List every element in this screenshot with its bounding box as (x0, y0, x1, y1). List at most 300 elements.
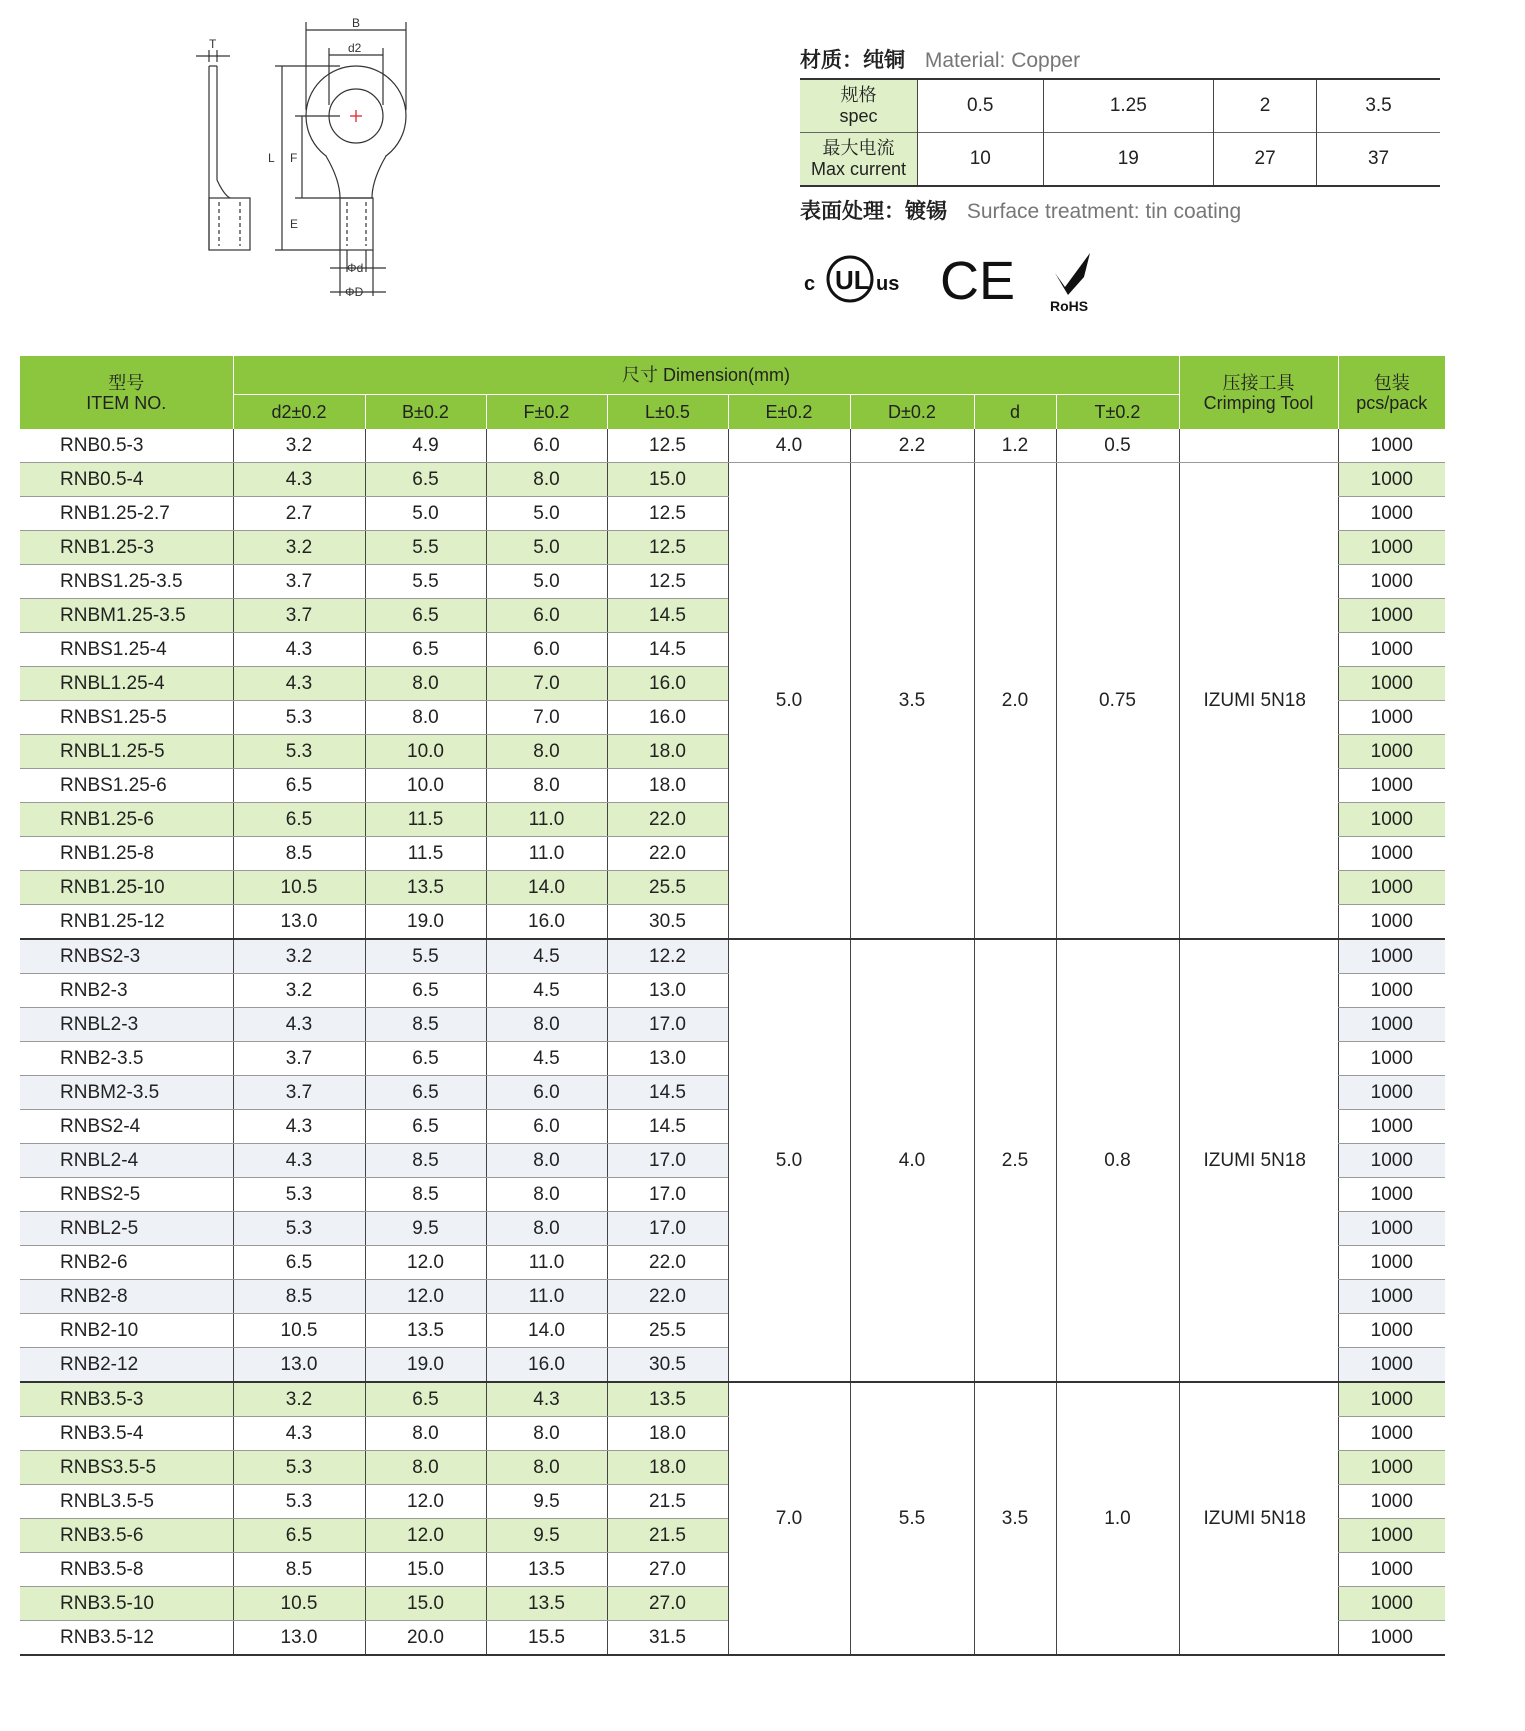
cell-f: 8.0 (486, 1212, 607, 1246)
cell-b: 12.0 (365, 1280, 486, 1314)
cell-d-small-merged: 2.0 (974, 463, 1056, 940)
cell-item: RNBS2-4 (20, 1110, 233, 1144)
cell-f: 15.5 (486, 1621, 607, 1656)
cell-d2: 4.3 (233, 1417, 365, 1451)
cell-l: 16.0 (607, 701, 728, 735)
cell-f: 16.0 (486, 1348, 607, 1383)
cell-d2: 5.3 (233, 735, 365, 769)
spec-row (800, 79, 1440, 133)
cell-d2: 5.3 (233, 1451, 365, 1485)
cell-e-merged: 5.0 (728, 463, 850, 940)
cell-f: 11.0 (486, 803, 607, 837)
cell-l: 17.0 (607, 1212, 728, 1246)
cell-item: RNBL1.25-5 (20, 735, 233, 769)
cell-d2: 3.7 (233, 599, 365, 633)
cell-pack: 1000 (1338, 497, 1445, 531)
cell-b: 9.5 (365, 1212, 486, 1246)
cell-tool-merged: IZUMI 5N18 (1179, 1382, 1338, 1655)
spec-area (800, 44, 1440, 313)
cell-l: 13.5 (607, 1382, 728, 1417)
cell-f: 14.0 (486, 1314, 607, 1348)
cell-l: 12.5 (607, 497, 728, 531)
cell-tool-merged: IZUMI 5N18 (1179, 463, 1338, 940)
cell-d2: 4.3 (233, 667, 365, 701)
cell-item: RNB2-3.5 (20, 1042, 233, 1076)
cell-f: 7.0 (486, 667, 607, 701)
cell-f: 8.0 (486, 735, 607, 769)
header-tool-en: Crimping Tool (1203, 392, 1314, 413)
cell-item: RNBL2-4 (20, 1144, 233, 1178)
table-row (20, 463, 1445, 497)
cell-item: RNB1.25-6 (20, 803, 233, 837)
cell-d2: 3.2 (233, 1382, 365, 1417)
cell-d2: 4.3 (233, 463, 365, 497)
cell-item: RNBS1.25-6 (20, 769, 233, 803)
cell-b: 12.0 (365, 1519, 486, 1553)
dim-label-phi-d-large: ΦD (345, 285, 364, 299)
cell-d-large-merged: 4.0 (850, 939, 974, 1382)
cell-b: 15.0 (365, 1587, 486, 1621)
cell-l: 12.5 (607, 531, 728, 565)
max-current-value: 27 (1214, 133, 1317, 187)
spec-value: 0.5 (918, 79, 1044, 133)
cell-f: 8.0 (486, 1008, 607, 1042)
cell-d2: 3.2 (233, 939, 365, 974)
cell-item: RNB1.25-3 (20, 531, 233, 565)
cell-d2: 10.5 (233, 1314, 365, 1348)
cell-l: 18.0 (607, 1451, 728, 1485)
header-dimension: 尺寸 Dimension(mm) (233, 356, 1179, 394)
cell-f: 6.0 (486, 429, 607, 463)
cell-l: 17.0 (607, 1008, 728, 1042)
header-col-t: T±0.2 (1056, 394, 1179, 429)
ul-c-text: c (804, 273, 816, 295)
cell-b: 11.5 (365, 837, 486, 871)
cell-b: 4.9 (365, 429, 486, 463)
surface-line (800, 195, 1440, 229)
cell-d2: 6.5 (233, 1246, 365, 1280)
cell-t: 0.5 (1056, 429, 1179, 463)
cell-l: 31.5 (607, 1621, 728, 1656)
cell-d2: 2.7 (233, 497, 365, 531)
cell-d2: 13.0 (233, 1348, 365, 1383)
dim-label-b: B (352, 16, 361, 30)
cell-b: 10.0 (365, 769, 486, 803)
cell-item: RNB0.5-4 (20, 463, 233, 497)
cell-f: 16.0 (486, 905, 607, 940)
header-col-d2: d2±0.2 (233, 394, 365, 429)
cell-pack: 1000 (1338, 871, 1445, 905)
cell-pack: 1000 (1338, 1178, 1445, 1212)
cell-pack: 1000 (1338, 1280, 1445, 1314)
max-current-value: 10 (918, 133, 1044, 187)
cell-l: 21.5 (607, 1485, 728, 1519)
ring-terminal-drawing (190, 10, 460, 310)
cell-f: 9.5 (486, 1519, 607, 1553)
cell-pack: 1000 (1338, 1008, 1445, 1042)
cell-d2: 3.2 (233, 974, 365, 1008)
cell-b: 12.0 (365, 1485, 486, 1519)
cell-b: 6.5 (365, 1382, 486, 1417)
header-col-d-small: d (974, 394, 1056, 429)
cell-d2: 6.5 (233, 803, 365, 837)
cell-d2: 4.3 (233, 1008, 365, 1042)
product-table (20, 356, 1445, 1656)
cell-item: RNB2-10 (20, 1314, 233, 1348)
cell-l: 12.5 (607, 565, 728, 599)
cell-d2: 3.2 (233, 429, 365, 463)
cell-d-large: 2.2 (850, 429, 974, 463)
cell-item: RNBS1.25-3.5 (20, 565, 233, 599)
table-row (20, 939, 1445, 974)
header-col-b: B±0.2 (365, 394, 486, 429)
header-col-d-large: D±0.2 (850, 394, 974, 429)
cell-l: 22.0 (607, 1246, 728, 1280)
cert-logos-svg (800, 243, 1130, 313)
cell-d2: 5.3 (233, 1178, 365, 1212)
cell-item: RNBL1.25-4 (20, 667, 233, 701)
cell-e: 4.0 (728, 429, 850, 463)
cell-item: RNB1.25-8 (20, 837, 233, 871)
cell-b: 15.0 (365, 1553, 486, 1587)
cell-f: 4.5 (486, 974, 607, 1008)
cell-item: RNB3.5-4 (20, 1417, 233, 1451)
cell-l: 12.5 (607, 429, 728, 463)
cell-pack: 1000 (1338, 463, 1445, 497)
cell-f: 4.5 (486, 939, 607, 974)
cell-b: 20.0 (365, 1621, 486, 1656)
cell-b: 6.5 (365, 974, 486, 1008)
cell-item: RNBM2-3.5 (20, 1076, 233, 1110)
cell-d2: 5.3 (233, 1485, 365, 1519)
cell-pack: 1000 (1338, 1076, 1445, 1110)
cell-b: 6.5 (365, 1042, 486, 1076)
cell-d2: 10.5 (233, 1587, 365, 1621)
cell-t-merged: 0.75 (1056, 463, 1179, 940)
cell-b: 6.5 (365, 1076, 486, 1110)
cell-f: 4.3 (486, 1382, 607, 1417)
rohs-logo (1050, 253, 1090, 313)
cell-item: RNB0.5-3 (20, 429, 233, 463)
spec-value: 1.25 (1043, 79, 1214, 133)
cell-item: RNBL3.5-5 (20, 1485, 233, 1519)
cell-item: RNBS2-5 (20, 1178, 233, 1212)
cell-f: 5.0 (486, 565, 607, 599)
surface-en: Surface treatment: tin coating (966, 200, 1242, 223)
cell-b: 10.0 (365, 735, 486, 769)
cell-f: 8.0 (486, 1451, 607, 1485)
cell-b: 6.5 (365, 633, 486, 667)
cell-item: RNBL2-5 (20, 1212, 233, 1246)
cell-f: 4.5 (486, 1042, 607, 1076)
cell-d2: 5.3 (233, 1212, 365, 1246)
material-en: Material: Copper (924, 49, 1081, 72)
cell-pack: 1000 (1338, 667, 1445, 701)
cell-l: 14.5 (607, 1110, 728, 1144)
max-current-value: 37 (1317, 133, 1440, 187)
cell-l: 27.0 (607, 1587, 728, 1621)
cell-b: 8.5 (365, 1144, 486, 1178)
cell-b: 6.5 (365, 1110, 486, 1144)
cell-pack: 1000 (1338, 974, 1445, 1008)
cell-b: 8.5 (365, 1008, 486, 1042)
cell-pack: 1000 (1338, 1621, 1445, 1656)
cell-d-small: 1.2 (974, 429, 1056, 463)
cell-l: 21.5 (607, 1519, 728, 1553)
cell-f: 13.5 (486, 1587, 607, 1621)
cell-b: 11.5 (365, 803, 486, 837)
cell-t-merged: 1.0 (1056, 1382, 1179, 1655)
cell-f: 8.0 (486, 769, 607, 803)
dim-label-t: T (209, 37, 217, 51)
dim-label-f: F (290, 151, 298, 165)
cell-pack: 1000 (1338, 1451, 1445, 1485)
cell-item: RNB1.25-2.7 (20, 497, 233, 531)
cell-f: 6.0 (486, 1076, 607, 1110)
cell-l: 22.0 (607, 1280, 728, 1314)
cell-pack: 1000 (1338, 939, 1445, 974)
cell-l: 14.5 (607, 599, 728, 633)
cell-t-merged: 0.8 (1056, 939, 1179, 1382)
cell-pack: 1000 (1338, 1382, 1445, 1417)
cell-l: 13.0 (607, 1042, 728, 1076)
cell-pack: 1000 (1338, 769, 1445, 803)
cell-l: 25.5 (607, 871, 728, 905)
cell-l: 22.0 (607, 803, 728, 837)
cell-b: 5.5 (365, 939, 486, 974)
cell-b: 6.5 (365, 463, 486, 497)
cell-l: 17.0 (607, 1144, 728, 1178)
cell-l: 14.5 (607, 633, 728, 667)
table-body (20, 429, 1445, 1655)
cell-pack: 1000 (1338, 701, 1445, 735)
cell-b: 5.5 (365, 565, 486, 599)
cell-item: RNBS1.25-5 (20, 701, 233, 735)
cell-f: 6.0 (486, 633, 607, 667)
cell-pack: 1000 (1338, 1246, 1445, 1280)
cell-pack: 1000 (1338, 1485, 1445, 1519)
cell-b: 19.0 (365, 1348, 486, 1383)
cell-b: 6.5 (365, 599, 486, 633)
cell-f: 8.0 (486, 1178, 607, 1212)
cell-pack: 1000 (1338, 803, 1445, 837)
cell-f: 8.0 (486, 1417, 607, 1451)
cell-pack: 1000 (1338, 735, 1445, 769)
cell-f: 6.0 (486, 1110, 607, 1144)
cell-d2: 13.0 (233, 1621, 365, 1656)
cell-f: 6.0 (486, 599, 607, 633)
cell-l: 13.0 (607, 974, 728, 1008)
header-item (20, 356, 233, 429)
cell-l: 18.0 (607, 735, 728, 769)
cell-d2: 3.7 (233, 1076, 365, 1110)
cell-item: RNB2-3 (20, 974, 233, 1008)
cell-d2: 6.5 (233, 769, 365, 803)
header-col-e: E±0.2 (728, 394, 850, 429)
cell-pack: 1000 (1338, 1587, 1445, 1621)
header-tool (1179, 356, 1338, 429)
header-item-en: ITEM NO. (86, 392, 167, 413)
cell-tool-merged: IZUMI 5N18 (1179, 939, 1338, 1382)
cell-tool (1179, 429, 1338, 463)
cell-f: 8.0 (486, 1144, 607, 1178)
ul-text: UL (835, 265, 870, 295)
ul-us-text: us (876, 273, 900, 295)
cell-d2: 13.0 (233, 905, 365, 940)
cell-b: 8.5 (365, 1178, 486, 1212)
cell-e-merged: 7.0 (728, 1382, 850, 1655)
cell-b: 5.5 (365, 531, 486, 565)
cell-item: RNB3.5-8 (20, 1553, 233, 1587)
cell-d2: 6.5 (233, 1519, 365, 1553)
cell-d2: 4.3 (233, 1110, 365, 1144)
cell-pack: 1000 (1338, 1212, 1445, 1246)
cell-l: 22.0 (607, 837, 728, 871)
dim-label-l: L (268, 151, 275, 165)
cell-f: 5.0 (486, 531, 607, 565)
cell-pack: 1000 (1338, 531, 1445, 565)
cell-l: 18.0 (607, 769, 728, 803)
cell-b: 8.0 (365, 701, 486, 735)
cell-b: 12.0 (365, 1246, 486, 1280)
cell-f: 11.0 (486, 837, 607, 871)
cell-d2: 10.5 (233, 871, 365, 905)
cell-pack: 1000 (1338, 1110, 1445, 1144)
cell-l: 25.5 (607, 1314, 728, 1348)
ce-text: CE (940, 251, 1016, 311)
cell-item: RNB3.5-10 (20, 1587, 233, 1621)
max-current-value: 19 (1043, 133, 1214, 187)
header-pack-cn: 包装 (1373, 372, 1410, 393)
cell-d2: 5.3 (233, 701, 365, 735)
max-current-label (800, 133, 918, 187)
cell-e-merged: 5.0 (728, 939, 850, 1382)
max-current-label-en: Max current (810, 159, 907, 179)
cell-d2: 3.2 (233, 531, 365, 565)
cell-d-small-merged: 2.5 (974, 939, 1056, 1382)
cell-item: RNBS3.5-5 (20, 1451, 233, 1485)
cell-d-large-merged: 3.5 (850, 463, 974, 940)
header-pack-en: pcs/pack (1356, 392, 1428, 413)
ul-logo (804, 257, 899, 301)
spec-label (800, 79, 918, 133)
header-row-1 (20, 356, 1445, 394)
spec-value: 2 (1214, 79, 1317, 133)
spec-value: 3.5 (1317, 79, 1440, 133)
cell-pack: 1000 (1338, 1519, 1445, 1553)
rohs-text: RoHS (1050, 298, 1089, 313)
header-col-f: F±0.2 (486, 394, 607, 429)
cell-d2: 4.3 (233, 633, 365, 667)
cell-l: 27.0 (607, 1553, 728, 1587)
cell-item: RNBM1.25-3.5 (20, 599, 233, 633)
cell-b: 13.5 (365, 1314, 486, 1348)
cell-f: 5.0 (486, 497, 607, 531)
cell-item: RNBS1.25-4 (20, 633, 233, 667)
dim-label-d2: d2 (348, 41, 362, 55)
cell-b: 19.0 (365, 905, 486, 940)
spec-label-cn: 规格 (840, 85, 877, 105)
cell-pack: 1000 (1338, 599, 1445, 633)
cell-l: 15.0 (607, 463, 728, 497)
cell-pack: 1000 (1338, 837, 1445, 871)
cell-f: 11.0 (486, 1280, 607, 1314)
max-current-row (800, 133, 1440, 187)
cell-pack: 1000 (1338, 1144, 1445, 1178)
cell-item: RNBL2-3 (20, 1008, 233, 1042)
cell-d2: 3.7 (233, 565, 365, 599)
header-pack (1338, 356, 1445, 429)
cell-f: 9.5 (486, 1485, 607, 1519)
cell-pack: 1000 (1338, 1417, 1445, 1451)
cell-item: RNB3.5-3 (20, 1382, 233, 1417)
cell-f: 7.0 (486, 701, 607, 735)
spec-label-en: spec (839, 106, 878, 126)
cell-d-small-merged: 3.5 (974, 1382, 1056, 1655)
cell-pack: 1000 (1338, 565, 1445, 599)
cell-item: RNB1.25-10 (20, 871, 233, 905)
material-line (800, 44, 1440, 78)
header-tool-cn: 压接工具 (1222, 372, 1295, 393)
cell-l: 17.0 (607, 1178, 728, 1212)
cell-d2: 8.5 (233, 1553, 365, 1587)
cell-f: 11.0 (486, 1246, 607, 1280)
cell-l: 30.5 (607, 905, 728, 940)
dim-label-e: E (290, 217, 299, 231)
cell-d2: 3.7 (233, 1042, 365, 1076)
cell-f: 13.5 (486, 1553, 607, 1587)
cell-item: RNB2-8 (20, 1280, 233, 1314)
cell-pack: 1000 (1338, 429, 1445, 463)
header-item-cn: 型号 (108, 372, 145, 393)
cell-pack: 1000 (1338, 1553, 1445, 1587)
dim-label-phi-d-small: Φd (347, 261, 364, 275)
cell-item: RNB2-12 (20, 1348, 233, 1383)
table-row (20, 429, 1445, 463)
cell-b: 8.0 (365, 1451, 486, 1485)
cell-l: 18.0 (607, 1417, 728, 1451)
cell-pack: 1000 (1338, 905, 1445, 940)
cell-l: 14.5 (607, 1076, 728, 1110)
certification-logos (800, 243, 1440, 313)
surface-cn: 表面处理：镀锡 (800, 200, 947, 223)
cell-b: 8.0 (365, 1417, 486, 1451)
cell-d-large-merged: 5.5 (850, 1382, 974, 1655)
ce-logo (940, 251, 1015, 311)
cell-pack: 1000 (1338, 1348, 1445, 1383)
cell-l: 16.0 (607, 667, 728, 701)
cell-item: RNB2-6 (20, 1246, 233, 1280)
table-row (20, 1382, 1445, 1417)
cell-l: 12.2 (607, 939, 728, 974)
cell-d2: 4.3 (233, 1144, 365, 1178)
cell-f: 14.0 (486, 871, 607, 905)
header-col-l: L±0.5 (607, 394, 728, 429)
cell-f: 8.0 (486, 463, 607, 497)
product-table-container (20, 356, 1445, 1656)
spec-table (800, 78, 1440, 187)
cell-pack: 1000 (1338, 1314, 1445, 1348)
cell-item: RNB3.5-6 (20, 1519, 233, 1553)
cell-d2: 8.5 (233, 1280, 365, 1314)
cell-item: RNBS2-3 (20, 939, 233, 974)
cell-b: 5.0 (365, 497, 486, 531)
cell-l: 30.5 (607, 1348, 728, 1383)
cell-d2: 8.5 (233, 837, 365, 871)
max-current-label-cn: 最大电流 (822, 138, 895, 158)
cell-item: RNB1.25-12 (20, 905, 233, 940)
material-cn: 材质：纯铜 (800, 49, 905, 72)
